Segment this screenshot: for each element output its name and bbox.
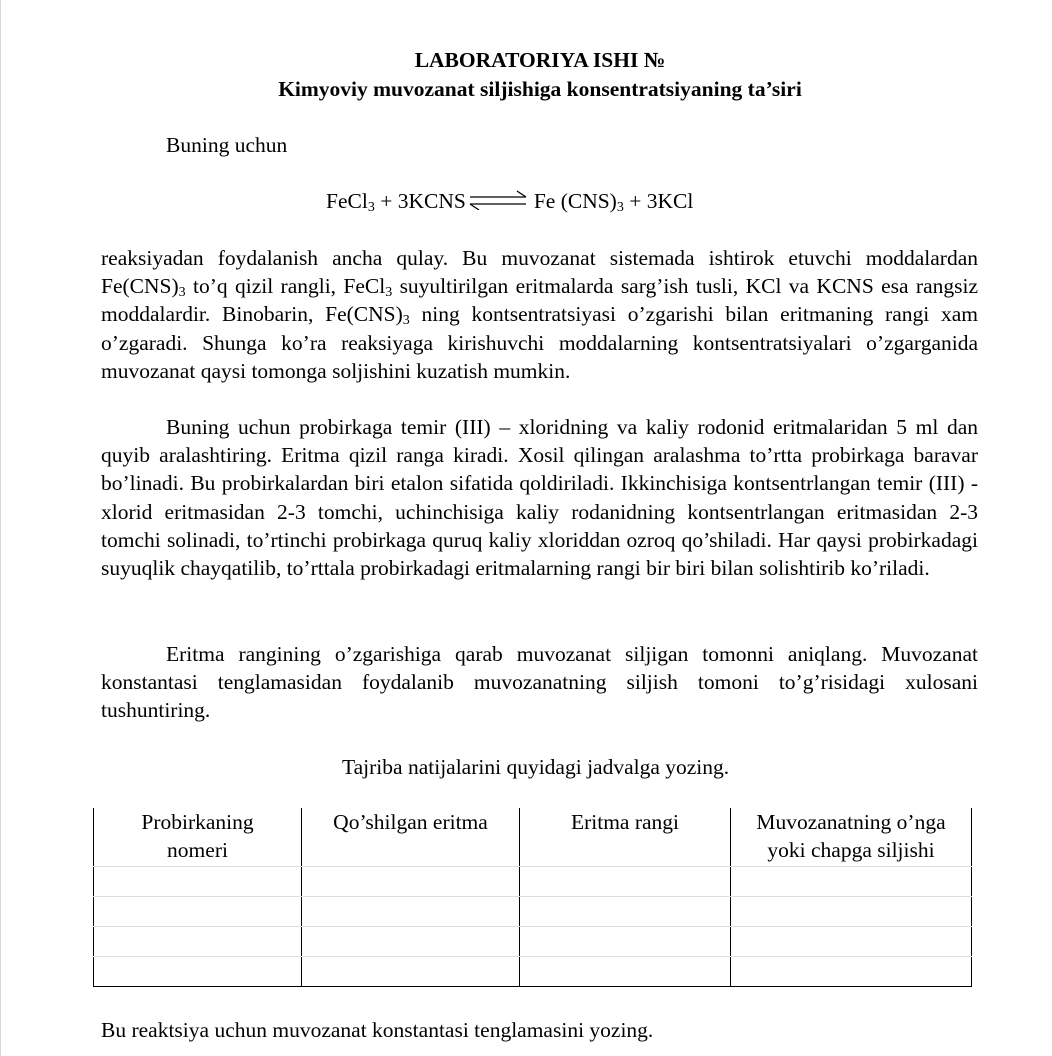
closing-instruction: Bu reaktsiya uchun muvozanat konstantasi tenglamasini yozing. xyxy=(101,1018,654,1042)
table-cell xyxy=(302,897,520,927)
paragraph-reaction-description xyxy=(101,244,978,385)
header-equilibrium-shift-line1: Muvozanatning o’nga xyxy=(756,810,946,834)
table-cell xyxy=(94,897,302,927)
paragraph1-subscript-2: 3 xyxy=(385,285,393,301)
table-row xyxy=(94,867,972,897)
paragraph1-subscript-1: 3 xyxy=(178,285,186,301)
header-cell-equilibrium-shift xyxy=(731,808,972,867)
paragraph1-text-3: suyultirilgan eritmalarda sarg’ish tusli, KCl va KCNS esa rangsiz moddalardir. Binobarin, Fe(CNS) xyxy=(101,274,978,327)
reaction-equation xyxy=(326,187,693,215)
equation-lhs-text: FeCl xyxy=(326,189,368,213)
table-caption: Tajriba natijalarini quyidagi jadvalga yozing. xyxy=(342,755,730,779)
document-title: LABORATORIYA ISHI № xyxy=(414,48,666,72)
table-cell xyxy=(94,927,302,957)
table-cell xyxy=(302,927,520,957)
table-cell xyxy=(731,957,972,987)
equilibrium-arrows-icon xyxy=(468,190,528,210)
equation-rhs-subscript: 3 xyxy=(616,200,624,215)
table-cell xyxy=(520,867,731,897)
paragraph1-text-1: reaksiyadan foydalanish ancha qulay. Bu muvozanat sistemada ishtirok etuvchi moddalardan Fe(CNS) xyxy=(101,246,978,299)
table-cell xyxy=(302,957,520,987)
paragraph1-subscript-3: 3 xyxy=(402,313,410,329)
table-cell xyxy=(520,957,731,987)
equation-lhs-subscript: 3 xyxy=(367,200,375,215)
table-cell xyxy=(731,897,972,927)
header-cell-added-solution xyxy=(302,808,520,867)
results-table xyxy=(93,808,972,987)
header-solution-color-line1: Eritma rangi xyxy=(570,810,680,834)
table-row xyxy=(94,897,972,927)
equation-rhs-text: Fe (CNS) xyxy=(533,189,617,213)
table-cell xyxy=(94,957,302,987)
table-cell xyxy=(520,897,731,927)
table-header-row xyxy=(94,808,972,867)
paragraph1-text-4: ning kontsentratsiyasi o’zgarishi bilan eritmaning rangi xam o’zgaradi. Shunga ko’ra reaksiyaga kirishuvchi moddalarning kontsentratsiyalari o’zgarganida muvozanat qaysi tomonga soljishini kuzatish mumkin. xyxy=(101,302,978,383)
header-added-solution-line1: Qo’shilgan eritma xyxy=(333,810,488,834)
header-cell-tube-number xyxy=(94,808,302,867)
table-cell xyxy=(520,927,731,957)
table-cell xyxy=(94,867,302,897)
header-cell-solution-color xyxy=(520,808,731,867)
table-cell xyxy=(302,867,520,897)
document-subtitle: Kimyoviy muvozanat siljishiga konsentratsiyaning ta’siri xyxy=(278,77,802,101)
table-row xyxy=(94,957,972,987)
paragraph1-text-2: to’q qizil rangli, FeCl xyxy=(185,274,386,299)
intro-line: Buning uchun xyxy=(166,133,288,157)
header-tube-number-line1: Probirkaning xyxy=(141,810,254,834)
equation-lhs-rest: + 3KCNS xyxy=(374,189,466,213)
paragraph-procedure: Buning uchun probirkaga temir (III) – xloridning va kaliy rodonid eritmalaridan 5 ml dan quyib aralashtiring. Eritma qizil ranga kiradi. Xosil qilingan aralashma to’rtta probirkaga baravar bo’linadi. Bu probirkalardan biri etalon sifatida qoldiriladi. Ikkinchisiga kontsentrlangan temir (III) - xlorid eritmasidan 2-3 tomchi, uchinchisiga kaliy rodanidning kontsentrlangan eritmasidan 2-3 tomchi solinadi, to’rtinchi probirkaga quruq kaliy xloriddan ozroq qo’shiladi. Har qaysi probirkadagi suyuqlik chayqatilib, to’rttala probirkadagi eritmalarning rangi bir biri bilan solishtirib ko’riladi. xyxy=(101,415,978,581)
equation-rhs-rest: + 3KCl xyxy=(623,189,694,213)
table-cell xyxy=(731,927,972,957)
table-cell xyxy=(731,867,972,897)
page-left-edge xyxy=(0,0,1,1056)
header-tube-number-line2: nomeri xyxy=(167,838,228,862)
paragraph-conclusion: Eritma rangining o’zgarishiga qarab muvozanat siljigan tomonni aniqlang. Muvozanat konstantasi tenglamasidan foydalanib muvozanatning siljish tomoni to’g’risidagi xulosani tushuntiring. xyxy=(101,642,978,723)
header-equilibrium-shift-line2: yoki chapga siljishi xyxy=(767,838,935,862)
table-row xyxy=(94,927,972,957)
